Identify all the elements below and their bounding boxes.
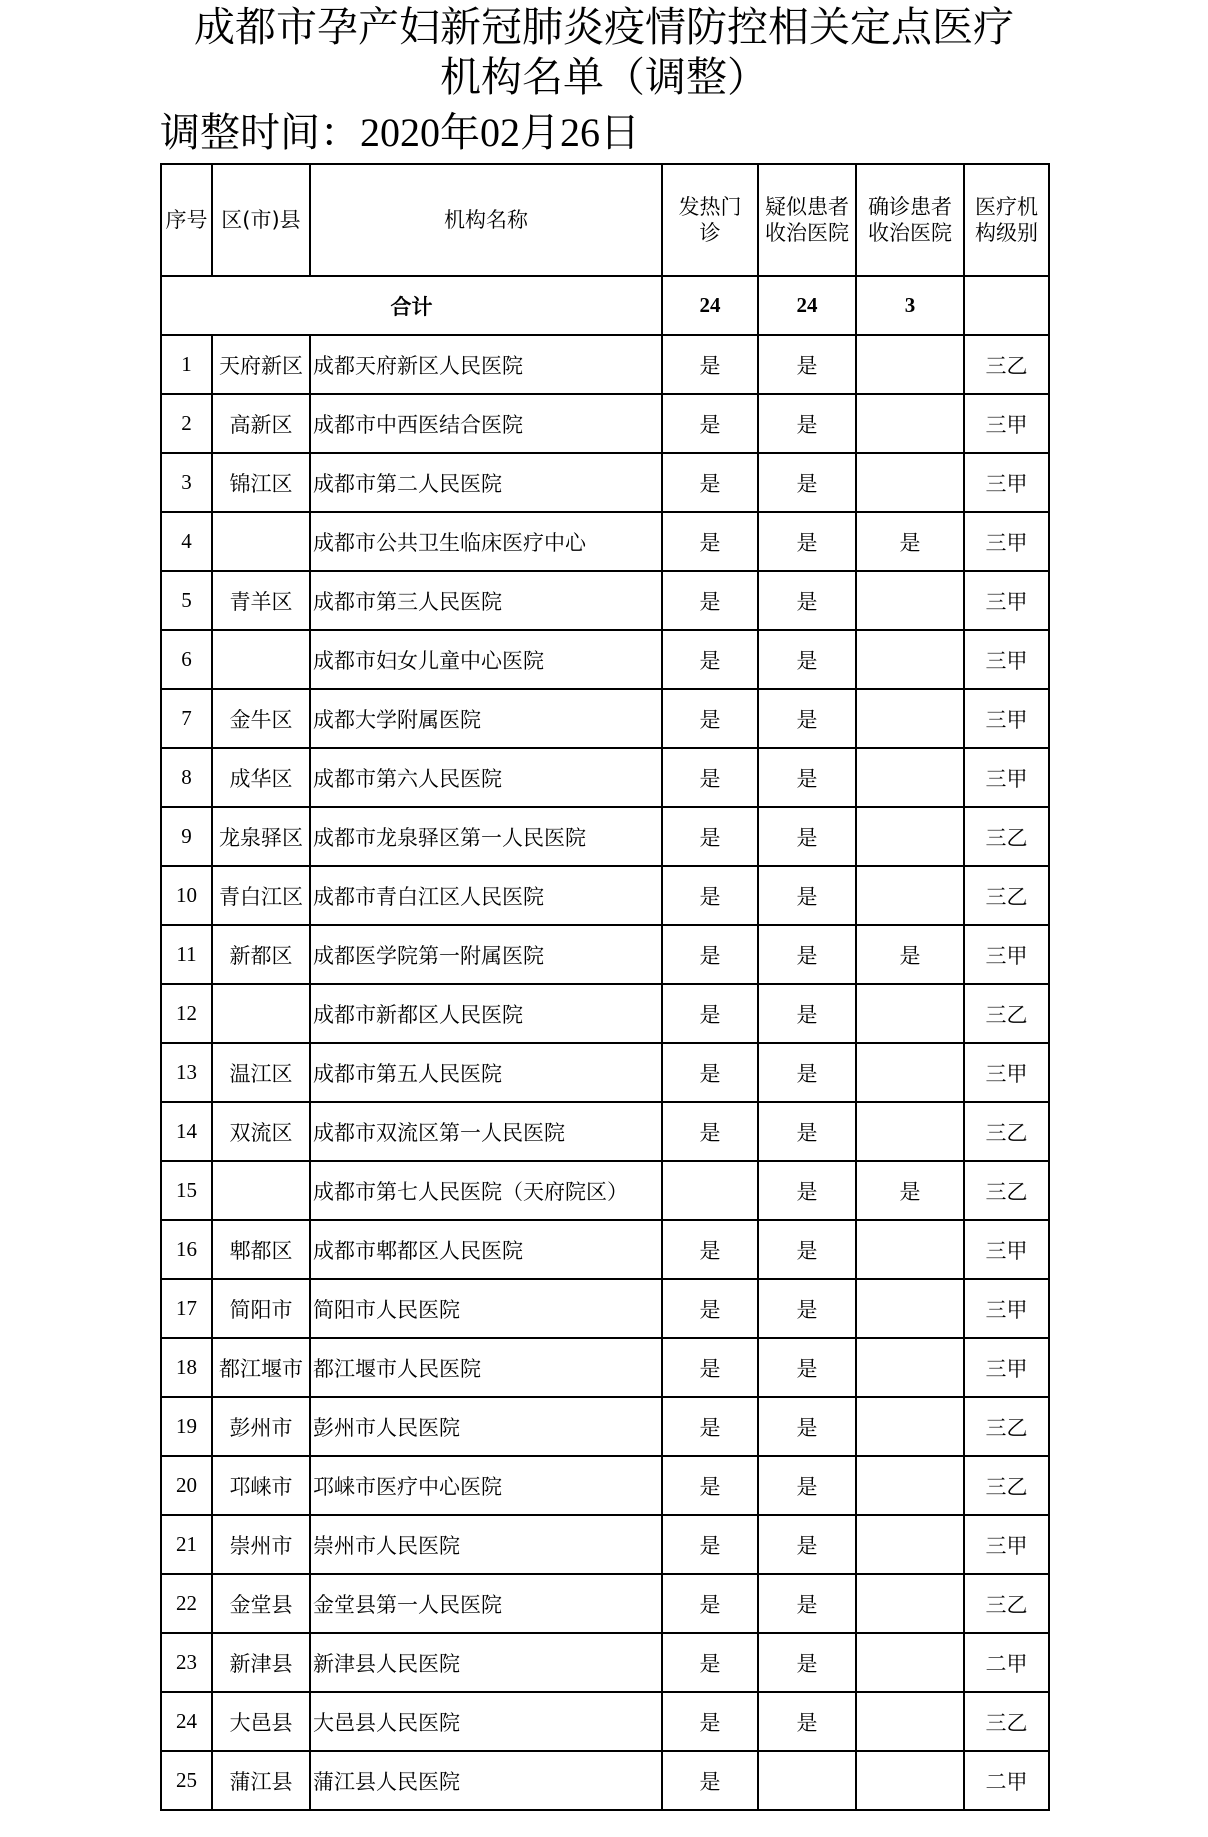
cell-name: 成都市第二人民医院 (310, 453, 662, 512)
cell-name: 成都市青白江区人民医院 (310, 866, 662, 925)
cell-suspected: 是 (758, 630, 856, 689)
cell-name: 成都市第三人民医院 (310, 571, 662, 630)
cell-fever: 是 (662, 1102, 758, 1161)
cell-district: 青白江区 (212, 866, 310, 925)
header-suspected: 疑似患者收治医院 (758, 164, 856, 276)
cell-suspected: 是 (758, 1397, 856, 1456)
total-label: 合计 (161, 276, 662, 335)
cell-fever: 是 (662, 335, 758, 394)
cell-no: 3 (161, 453, 212, 512)
cell-no: 6 (161, 630, 212, 689)
cell-no: 11 (161, 925, 212, 984)
table-row (161, 1102, 1049, 1161)
cell-confirmed (856, 807, 964, 866)
table-row (161, 1692, 1049, 1751)
cell-level: 三乙 (964, 1397, 1049, 1456)
cell-no: 24 (161, 1692, 212, 1751)
header-confirmed: 确诊患者收治医院 (856, 164, 964, 276)
cell-level: 三甲 (964, 630, 1049, 689)
cell-fever: 是 (662, 984, 758, 1043)
table-row (161, 1397, 1049, 1456)
cell-no: 16 (161, 1220, 212, 1279)
table-row (161, 748, 1049, 807)
cell-no: 23 (161, 1633, 212, 1692)
cell-no: 20 (161, 1456, 212, 1515)
cell-confirmed: 是 (856, 512, 964, 571)
cell-level: 三甲 (964, 512, 1049, 571)
cell-no: 5 (161, 571, 212, 630)
cell-level: 三甲 (964, 1338, 1049, 1397)
date-month: 02 (480, 110, 520, 155)
cell-fever: 是 (662, 630, 758, 689)
cell-level: 三乙 (964, 1102, 1049, 1161)
cell-name: 都江堰市人民医院 (310, 1338, 662, 1397)
cell-confirmed (856, 689, 964, 748)
cell-name: 邛崃市医疗中心医院 (310, 1456, 662, 1515)
cell-suspected: 是 (758, 925, 856, 984)
cell-district: 新津县 (212, 1633, 310, 1692)
cell-suspected: 是 (758, 1692, 856, 1751)
cell-district: 金牛区 (212, 689, 310, 748)
cell-district: 大邑县 (212, 1692, 310, 1751)
cell-fever: 是 (662, 1456, 758, 1515)
cell-suspected: 是 (758, 1633, 856, 1692)
table-row (161, 984, 1049, 1043)
cell-suspected: 是 (758, 1279, 856, 1338)
cell-fever: 是 (662, 571, 758, 630)
cell-confirmed (856, 1338, 964, 1397)
cell-no: 15 (161, 1161, 212, 1220)
cell-fever: 是 (662, 1397, 758, 1456)
table-row (161, 571, 1049, 630)
table-row (161, 1574, 1049, 1633)
cell-level: 三甲 (964, 748, 1049, 807)
table-row (161, 1043, 1049, 1102)
table-row (161, 1161, 1049, 1220)
cell-suspected: 是 (758, 1456, 856, 1515)
cell-suspected: 是 (758, 1161, 856, 1220)
cell-name: 成都市第六人民医院 (310, 748, 662, 807)
table-row (161, 1338, 1049, 1397)
cell-confirmed (856, 453, 964, 512)
cell-name: 成都大学附属医院 (310, 689, 662, 748)
cell-suspected: 是 (758, 984, 856, 1043)
document-title (0, 0, 1208, 102)
cell-confirmed (856, 1220, 964, 1279)
cell-district (212, 984, 310, 1043)
cell-district: 都江堰市 (212, 1338, 310, 1397)
cell-confirmed (856, 1633, 964, 1692)
cell-level: 三乙 (964, 335, 1049, 394)
cell-name: 成都市第五人民医院 (310, 1043, 662, 1102)
cell-name: 成都医学院第一附属医院 (310, 925, 662, 984)
cell-fever: 是 (662, 925, 758, 984)
date-year: 2020 (360, 110, 440, 155)
cell-district: 高新区 (212, 394, 310, 453)
table-row (161, 1279, 1049, 1338)
cell-confirmed (856, 1574, 964, 1633)
table-row (161, 453, 1049, 512)
cell-district: 新都区 (212, 925, 310, 984)
cell-confirmed (856, 1043, 964, 1102)
cell-fever: 是 (662, 807, 758, 866)
cell-fever (662, 1161, 758, 1220)
cell-name: 简阳市人民医院 (310, 1279, 662, 1338)
cell-no: 21 (161, 1515, 212, 1574)
cell-suspected: 是 (758, 689, 856, 748)
cell-confirmed (856, 748, 964, 807)
cell-suspected: 是 (758, 1515, 856, 1574)
cell-no: 12 (161, 984, 212, 1043)
title-line-1: 成都市孕产妇新冠肺炎疫情防控相关定点医疗 (194, 3, 1014, 51)
table-row (161, 925, 1049, 984)
cell-suspected: 是 (758, 453, 856, 512)
cell-level: 三甲 (964, 689, 1049, 748)
cell-name: 新津县人民医院 (310, 1633, 662, 1692)
cell-fever: 是 (662, 394, 758, 453)
title-line-2: 机构名单（调整） (440, 53, 768, 101)
header-name: 机构名称 (310, 164, 662, 276)
cell-fever: 是 (662, 748, 758, 807)
table-header-row (161, 164, 1049, 276)
cell-fever: 是 (662, 453, 758, 512)
cell-confirmed (856, 1456, 964, 1515)
cell-name: 成都市妇女儿童中心医院 (310, 630, 662, 689)
cell-level: 三甲 (964, 1220, 1049, 1279)
cell-level: 三乙 (964, 1692, 1049, 1751)
cell-level: 三乙 (964, 866, 1049, 925)
cell-level: 三甲 (964, 394, 1049, 453)
cell-name: 大邑县人民医院 (310, 1692, 662, 1751)
total-row (161, 276, 1049, 335)
cell-no: 19 (161, 1397, 212, 1456)
cell-district: 崇州市 (212, 1515, 310, 1574)
cell-confirmed (856, 1751, 964, 1810)
cell-district: 郫都区 (212, 1220, 310, 1279)
table-row (161, 807, 1049, 866)
cell-name: 彭州市人民医院 (310, 1397, 662, 1456)
cell-name: 成都市第七人民医院（天府院区） (310, 1161, 662, 1220)
cell-fever: 是 (662, 1633, 758, 1692)
table-row (161, 1515, 1049, 1574)
cell-confirmed: 是 (856, 1161, 964, 1220)
cell-district: 蒲江县 (212, 1751, 310, 1810)
date-day: 26 (560, 110, 600, 155)
cell-name: 成都市双流区第一人民医院 (310, 1102, 662, 1161)
cell-level: 三甲 (964, 925, 1049, 984)
cell-suspected (758, 1751, 856, 1810)
cell-fever: 是 (662, 512, 758, 571)
cell-confirmed (856, 1397, 964, 1456)
table-row (161, 512, 1049, 571)
cell-name: 成都市公共卫生临床医疗中心 (310, 512, 662, 571)
cell-confirmed (856, 1692, 964, 1751)
cell-confirmed (856, 1515, 964, 1574)
cell-confirmed (856, 335, 964, 394)
cell-name: 崇州市人民医院 (310, 1515, 662, 1574)
cell-level: 三乙 (964, 1574, 1049, 1633)
cell-level: 三乙 (964, 1456, 1049, 1515)
cell-fever: 是 (662, 866, 758, 925)
cell-district: 双流区 (212, 1102, 310, 1161)
header-district: 区(市)县 (212, 164, 310, 276)
cell-suspected: 是 (758, 1574, 856, 1633)
cell-confirmed (856, 394, 964, 453)
cell-confirmed: 是 (856, 925, 964, 984)
cell-fever: 是 (662, 1574, 758, 1633)
cell-level: 三甲 (964, 1279, 1049, 1338)
cell-name: 成都天府新区人民医院 (310, 335, 662, 394)
cell-name: 金堂县第一人民医院 (310, 1574, 662, 1633)
cell-fever: 是 (662, 1220, 758, 1279)
cell-district (212, 630, 310, 689)
cell-fever: 是 (662, 1279, 758, 1338)
cell-no: 2 (161, 394, 212, 453)
total-fever: 24 (662, 276, 758, 335)
cell-no: 10 (161, 866, 212, 925)
cell-fever: 是 (662, 1751, 758, 1810)
cell-level: 三乙 (964, 1161, 1049, 1220)
cell-no: 17 (161, 1279, 212, 1338)
hospital-table (160, 163, 1050, 1811)
table-row (161, 1456, 1049, 1515)
cell-no: 1 (161, 335, 212, 394)
cell-district: 金堂县 (212, 1574, 310, 1633)
cell-confirmed (856, 571, 964, 630)
total-suspected: 24 (758, 276, 856, 335)
cell-no: 22 (161, 1574, 212, 1633)
adjust-date (160, 108, 640, 158)
cell-name: 蒲江县人民医院 (310, 1751, 662, 1810)
date-month-char: 月 (520, 110, 560, 156)
cell-name: 成都市龙泉驿区第一人民医院 (310, 807, 662, 866)
table-row (161, 1751, 1049, 1810)
cell-level: 三甲 (964, 571, 1049, 630)
cell-suspected: 是 (758, 1102, 856, 1161)
cell-district (212, 1161, 310, 1220)
cell-level: 二甲 (964, 1633, 1049, 1692)
cell-level: 三乙 (964, 807, 1049, 866)
cell-level: 三甲 (964, 1515, 1049, 1574)
cell-level: 二甲 (964, 1751, 1049, 1810)
cell-confirmed (856, 1102, 964, 1161)
cell-no: 7 (161, 689, 212, 748)
table-row (161, 689, 1049, 748)
cell-fever: 是 (662, 1043, 758, 1102)
cell-fever: 是 (662, 1338, 758, 1397)
cell-district: 温江区 (212, 1043, 310, 1102)
cell-name: 成都市中西医结合医院 (310, 394, 662, 453)
cell-name: 成都市郫都区人民医院 (310, 1220, 662, 1279)
cell-suspected: 是 (758, 807, 856, 866)
total-level (964, 276, 1049, 335)
cell-district (212, 512, 310, 571)
cell-district: 简阳市 (212, 1279, 310, 1338)
cell-district: 成华区 (212, 748, 310, 807)
table-row (161, 1633, 1049, 1692)
cell-level: 三乙 (964, 984, 1049, 1043)
cell-district: 锦江区 (212, 453, 310, 512)
cell-suspected: 是 (758, 748, 856, 807)
table-row (161, 866, 1049, 925)
cell-no: 25 (161, 1751, 212, 1810)
table-row (161, 1220, 1049, 1279)
cell-suspected: 是 (758, 1338, 856, 1397)
date-day-char: 日 (600, 110, 640, 156)
table-row (161, 630, 1049, 689)
cell-confirmed (856, 630, 964, 689)
cell-level: 三甲 (964, 453, 1049, 512)
cell-suspected: 是 (758, 1043, 856, 1102)
cell-suspected: 是 (758, 394, 856, 453)
table-row (161, 394, 1049, 453)
header-level: 医疗机构级别 (964, 164, 1049, 276)
cell-district: 邛崃市 (212, 1456, 310, 1515)
cell-suspected: 是 (758, 1220, 856, 1279)
cell-suspected: 是 (758, 335, 856, 394)
header-no: 序号 (161, 164, 212, 276)
cell-no: 8 (161, 748, 212, 807)
total-confirmed: 3 (856, 276, 964, 335)
cell-suspected: 是 (758, 866, 856, 925)
cell-suspected: 是 (758, 571, 856, 630)
cell-suspected: 是 (758, 512, 856, 571)
cell-fever: 是 (662, 1515, 758, 1574)
cell-no: 13 (161, 1043, 212, 1102)
header-fever: 发热门诊 (662, 164, 758, 276)
cell-fever: 是 (662, 1692, 758, 1751)
date-label: 调整时间： (160, 110, 360, 156)
cell-name: 成都市新都区人民医院 (310, 984, 662, 1043)
cell-district: 龙泉驿区 (212, 807, 310, 866)
cell-district: 青羊区 (212, 571, 310, 630)
cell-confirmed (856, 984, 964, 1043)
cell-district: 彭州市 (212, 1397, 310, 1456)
cell-confirmed (856, 866, 964, 925)
cell-no: 18 (161, 1338, 212, 1397)
cell-no: 14 (161, 1102, 212, 1161)
cell-district: 天府新区 (212, 335, 310, 394)
cell-no: 9 (161, 807, 212, 866)
table-row (161, 335, 1049, 394)
cell-level: 三甲 (964, 1043, 1049, 1102)
date-year-char: 年 (440, 110, 480, 156)
cell-no: 4 (161, 512, 212, 571)
cell-fever: 是 (662, 689, 758, 748)
cell-confirmed (856, 1279, 964, 1338)
